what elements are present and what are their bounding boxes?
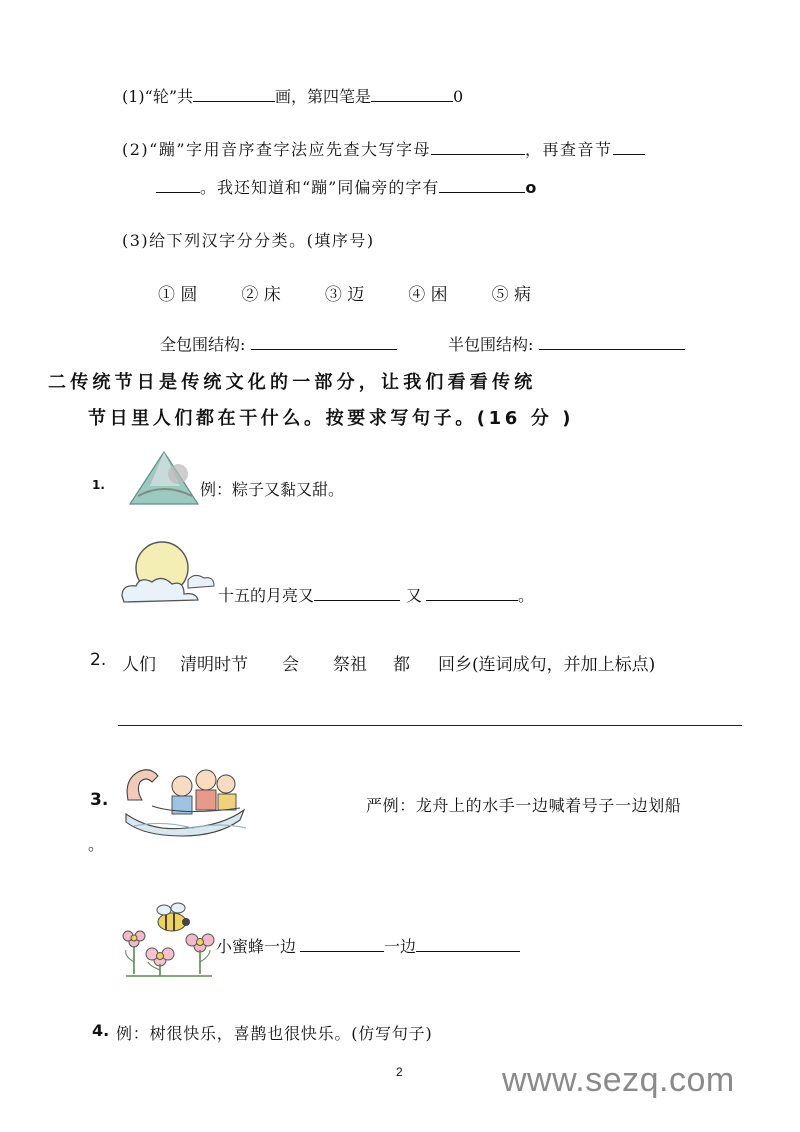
item-2-answer-line[interactable] <box>118 725 742 726</box>
question-2-line-1 <box>122 137 645 160</box>
item-2-word-1: 人们 <box>122 655 156 675</box>
q3-char-5: ⑤ 病 <box>491 285 532 305</box>
item-3-prompt-start: 小蜜蜂一边 <box>216 937 297 956</box>
q2-line2-start: 。我还知道和“蹦”同偏旁的字有 <box>200 178 440 197</box>
item-3-trailing-period: 。 <box>88 835 105 854</box>
item-1-prompt-start: 十五的月亮又 <box>218 586 315 605</box>
question-1 <box>122 84 463 107</box>
item-3-example: 严例：龙舟上的水手一边喊着号子一边划船 <box>366 796 682 815</box>
bee-flowers-icon <box>120 902 216 978</box>
section-2-title-line-2: 节日里人们都在干什么。按要求写句子。(16 分 ) <box>88 408 575 429</box>
question-2-line-2 <box>156 175 537 198</box>
q3-full-enclosure-blank[interactable] <box>251 335 397 350</box>
q2-line1-mid: ，再查音节 <box>525 140 613 159</box>
item-3-prompt-mid: 一边 <box>384 937 417 956</box>
q3-char-4: ④ 困 <box>408 285 448 305</box>
item-2-word-4: 祭祖 <box>333 655 367 675</box>
q3-half-enclosure-label: 半包围结构: <box>448 335 534 354</box>
question-3-label: (3)给下列汉字分分类。(填序号) <box>122 231 375 250</box>
item-4-number: 4. <box>92 1021 110 1040</box>
q2-blank-letter[interactable] <box>431 140 525 155</box>
q3-char-list <box>158 280 531 305</box>
dragon-boat-icon <box>122 756 248 838</box>
section-2-title-line-1: 二传统节日是传统文化的一部分，让我们看看传统 <box>48 372 537 393</box>
zongzi-icon <box>128 446 200 510</box>
item-1-prompt-mid: 又 <box>406 586 423 605</box>
q3-full-enclosure-label: 全包围结构: <box>160 335 246 354</box>
item-2-word-2: 清明时节 <box>180 655 248 675</box>
q3-half-enclosure-blank[interactable] <box>539 335 685 350</box>
item-1-blank-b[interactable] <box>426 586 518 601</box>
q1-label: (1)“轮”共 <box>122 87 194 106</box>
item-1-prompt-end: 。 <box>518 586 535 605</box>
item-3-prompt <box>216 934 520 957</box>
q3-char-2: ② 床 <box>241 285 281 305</box>
q2-blank-syllable-a[interactable] <box>613 140 645 155</box>
item-2-word-list <box>122 650 655 675</box>
q3-char-1: ① 圆 <box>158 285 198 305</box>
q1-blank-strokes[interactable] <box>193 87 275 102</box>
q1-end: 0 <box>453 87 464 106</box>
q3-half-enclosure-row <box>448 332 685 355</box>
q3-full-enclosure-row <box>160 332 397 355</box>
q2-line1: (2)“蹦”字用音序查字法应先查大写字母 <box>122 140 432 159</box>
item-1-blank-a[interactable] <box>314 586 400 601</box>
page-number: 2 <box>396 1065 403 1079</box>
item-2-number: 2. <box>90 650 107 670</box>
q2-line2-end: o <box>525 178 538 197</box>
item-3-blank-a[interactable] <box>300 937 384 952</box>
item-2-word-3: 会 <box>282 655 299 675</box>
item-2-word-6: 回乡(连词成句，并加上标点) <box>438 655 656 675</box>
item-1-number: 1. <box>92 478 105 492</box>
q1-mid: 画，第四笔是 <box>275 87 372 106</box>
item-1-example: 例：粽子又黏又甜。 <box>200 480 345 499</box>
item-4-text: 例：树很快乐，喜鹊也很快乐。(仿写句子) <box>116 1024 433 1043</box>
q2-blank-syllable-b[interactable] <box>156 178 200 193</box>
q2-blank-same-radical[interactable] <box>439 178 525 193</box>
q3-char-3: ③ 迈 <box>324 285 365 305</box>
item-3-blank-b[interactable] <box>416 937 520 952</box>
moon-cloud-icon <box>118 540 218 606</box>
item-3-number: 3. <box>90 790 109 810</box>
item-1-prompt <box>218 583 534 606</box>
item-2-word-5: 都 <box>393 655 410 675</box>
q1-blank-fourth-stroke[interactable] <box>371 87 453 102</box>
watermark: www.sezq.com <box>502 1061 735 1099</box>
